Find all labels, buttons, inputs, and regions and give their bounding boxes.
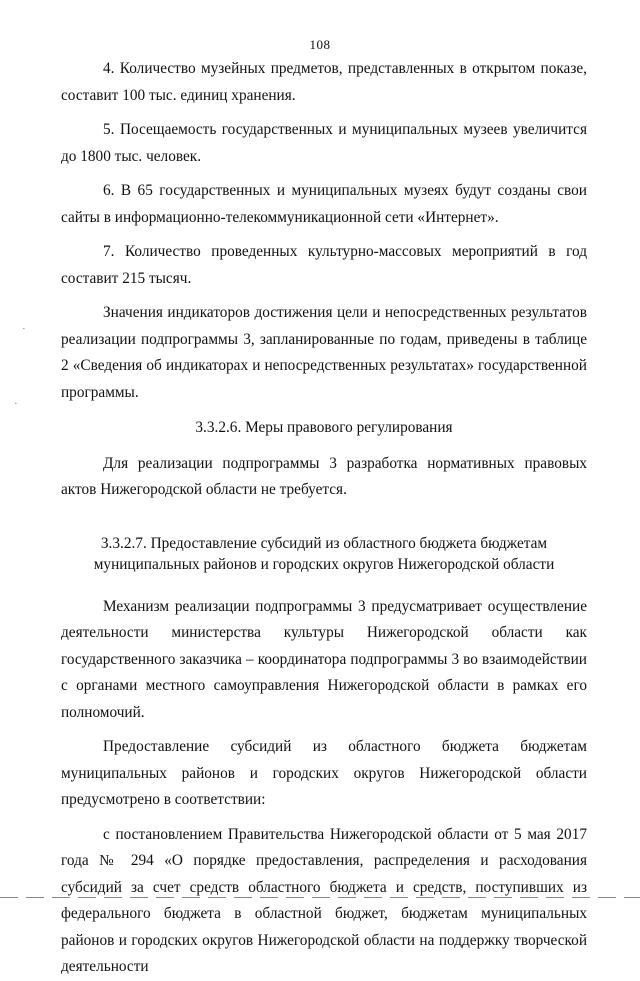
paragraph-museum-items: 4. Количество музейных предметов, представленных в открытом показе, составит 100 тыс. единиц хранения. (61, 60, 587, 104)
margin-mark: ˙ (22, 326, 26, 338)
margin-mark: · (14, 398, 18, 410)
section-heading-subsidies (61, 533, 587, 575)
paragraph-indicator-values: Значения индикаторов достижения цели и непосредственных результатов реализации подпрограммы 3, запланированные по годам, приведены в таблице 2 «Сведения об индикаторах и непосредственных результатах» государственной программы. (61, 304, 587, 401)
paragraph-government-decree: с постановлением Правительства Нижегородской области от 5 мая 2017 года № 294 «О порядке предоставления, распределения и расходования субсидий за счет средств областного бюджета и средств, поступивших из федерального бюджета в областной бюджет, бюджетам муниципальных районов и городских округов Нижегородской области на поддержку творческой деятельности (61, 825, 587, 975)
paragraph-subsidy-basis: Предоставление субсидий из областного бюджета бюджетам муниципальных районов и городских округов Нижегородской области предусмотрено в соответствии: (61, 738, 587, 808)
paragraph-museum-websites: 6. В 65 государственных и муниципальных музеях будут созданы свои сайты в информационно-телекоммуникационной сети «Интернет». (61, 182, 587, 226)
section-heading-subsidies-line-1: 3.3.2.7. Предоставление субсидий из областного бюджета бюджетам (100, 534, 548, 552)
section-heading-subsidies-line-2: муниципальных районов и городских округов Нижегородской области (93, 555, 555, 573)
section-heading-legal-regulation: 3.3.2.6. Меры правового регулирования (195, 419, 453, 436)
bottom-scan-edge (0, 897, 640, 898)
paragraph-mechanism: Механизм реализации подпрограммы 3 предусматривает осуществление деятельности министерства культуры Нижегородской области как государственного заказчика – координатора подпрограммы 3 во взаимодействии с органами местного самоуправления Нижегородской области в рамках его полномочий. (61, 597, 587, 721)
document-body (61, 56, 587, 981)
paragraph-museum-attendance: 5. Посещаемость государственных и муниципальных музеев увеличится до 1800 тыс. человек. (61, 121, 587, 165)
paragraph-legal-acts: Для реализации подпрограммы 3 разработка нормативных правовых актов Нижегородской области не требуется. (61, 454, 587, 498)
page-number: 108 (309, 37, 331, 52)
paragraph-cultural-events: 7. Количество проведенных культурно-массовых мероприятий в год составит 215 тысяч. (61, 243, 587, 287)
